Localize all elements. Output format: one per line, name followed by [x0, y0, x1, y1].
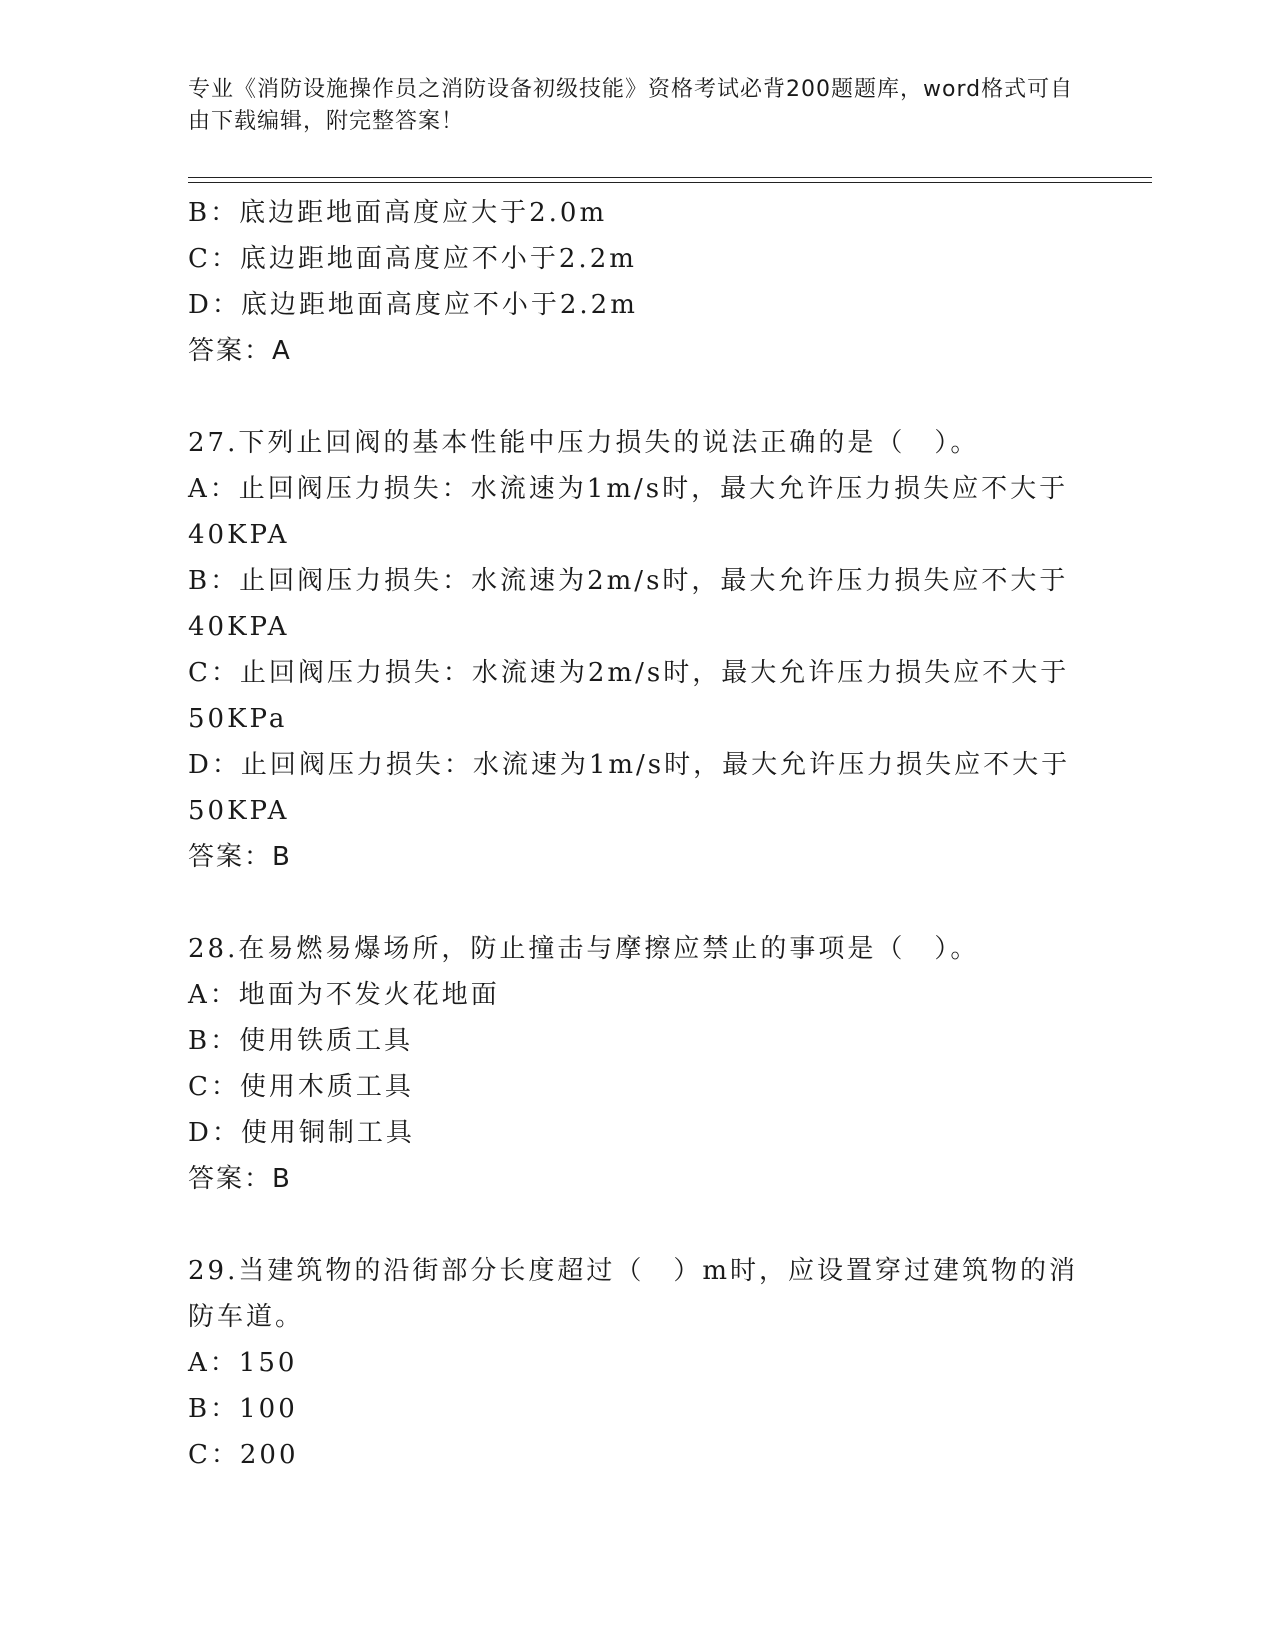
answer: 答案：B — [188, 1164, 292, 1194]
question-stem: 28.在易燃易爆场所，防止撞击与摩擦应禁止的事项是（ ）。 — [188, 934, 980, 964]
question-content — [188, 190, 1078, 1478]
option-c: C：止回阀压力损失：水流速为2m/s时，最大允许压力损失应不大于50KPa — [188, 658, 1070, 734]
question-29 — [188, 1248, 1078, 1478]
option-a: A：地面为不发火花地面 — [188, 980, 500, 1010]
option-b: B：100 — [188, 1394, 298, 1424]
option-d: D：使用铜制工具 — [188, 1118, 415, 1148]
option-d: D：底边距地面高度应不小于2.2m — [188, 290, 638, 320]
question-28 — [188, 926, 1078, 1202]
spacer — [188, 374, 1078, 420]
answer: 答案：A — [188, 336, 292, 366]
header-rule-top — [188, 177, 1152, 178]
option-a: A：150 — [188, 1348, 298, 1378]
option-b: B：止回阀压力损失：水流速为2m/s时，最大允许压力损失应不大于40KPA — [188, 566, 1069, 642]
spacer — [188, 1202, 1078, 1248]
option-b: B：底边距地面高度应大于2.0m — [188, 198, 608, 228]
option-b: B：使用铁质工具 — [188, 1026, 414, 1056]
question-27 — [188, 420, 1078, 880]
question-stem: 29.当建筑物的沿街部分长度超过（ ）m时，应设置穿过建筑物的消防车道。 — [188, 1256, 1079, 1332]
question-stem: 27.下列止回阀的基本性能中压力损失的说法正确的是（ ）。 — [188, 428, 980, 458]
header-rule-bottom — [188, 182, 1152, 183]
answer: 答案：B — [188, 842, 292, 872]
option-c: C：200 — [188, 1440, 299, 1470]
document-header: 专业《消防设施操作员之消防设备初级技能》资格考试必背200题题库，word格式可自由下载编辑，附完整答案！ — [188, 77, 1074, 134]
option-c: C：底边距地面高度应不小于2.2m — [188, 244, 637, 274]
option-c: C：使用木质工具 — [188, 1072, 414, 1102]
spacer — [188, 880, 1078, 926]
question-26-tail — [188, 190, 1078, 374]
option-d: D：止回阀压力损失：水流速为1m/s时，最大允许压力损失应不大于50KPA — [188, 750, 1071, 826]
option-a: A：止回阀压力损失：水流速为1m/s时，最大允许压力损失应不大于40KPA — [188, 474, 1069, 550]
